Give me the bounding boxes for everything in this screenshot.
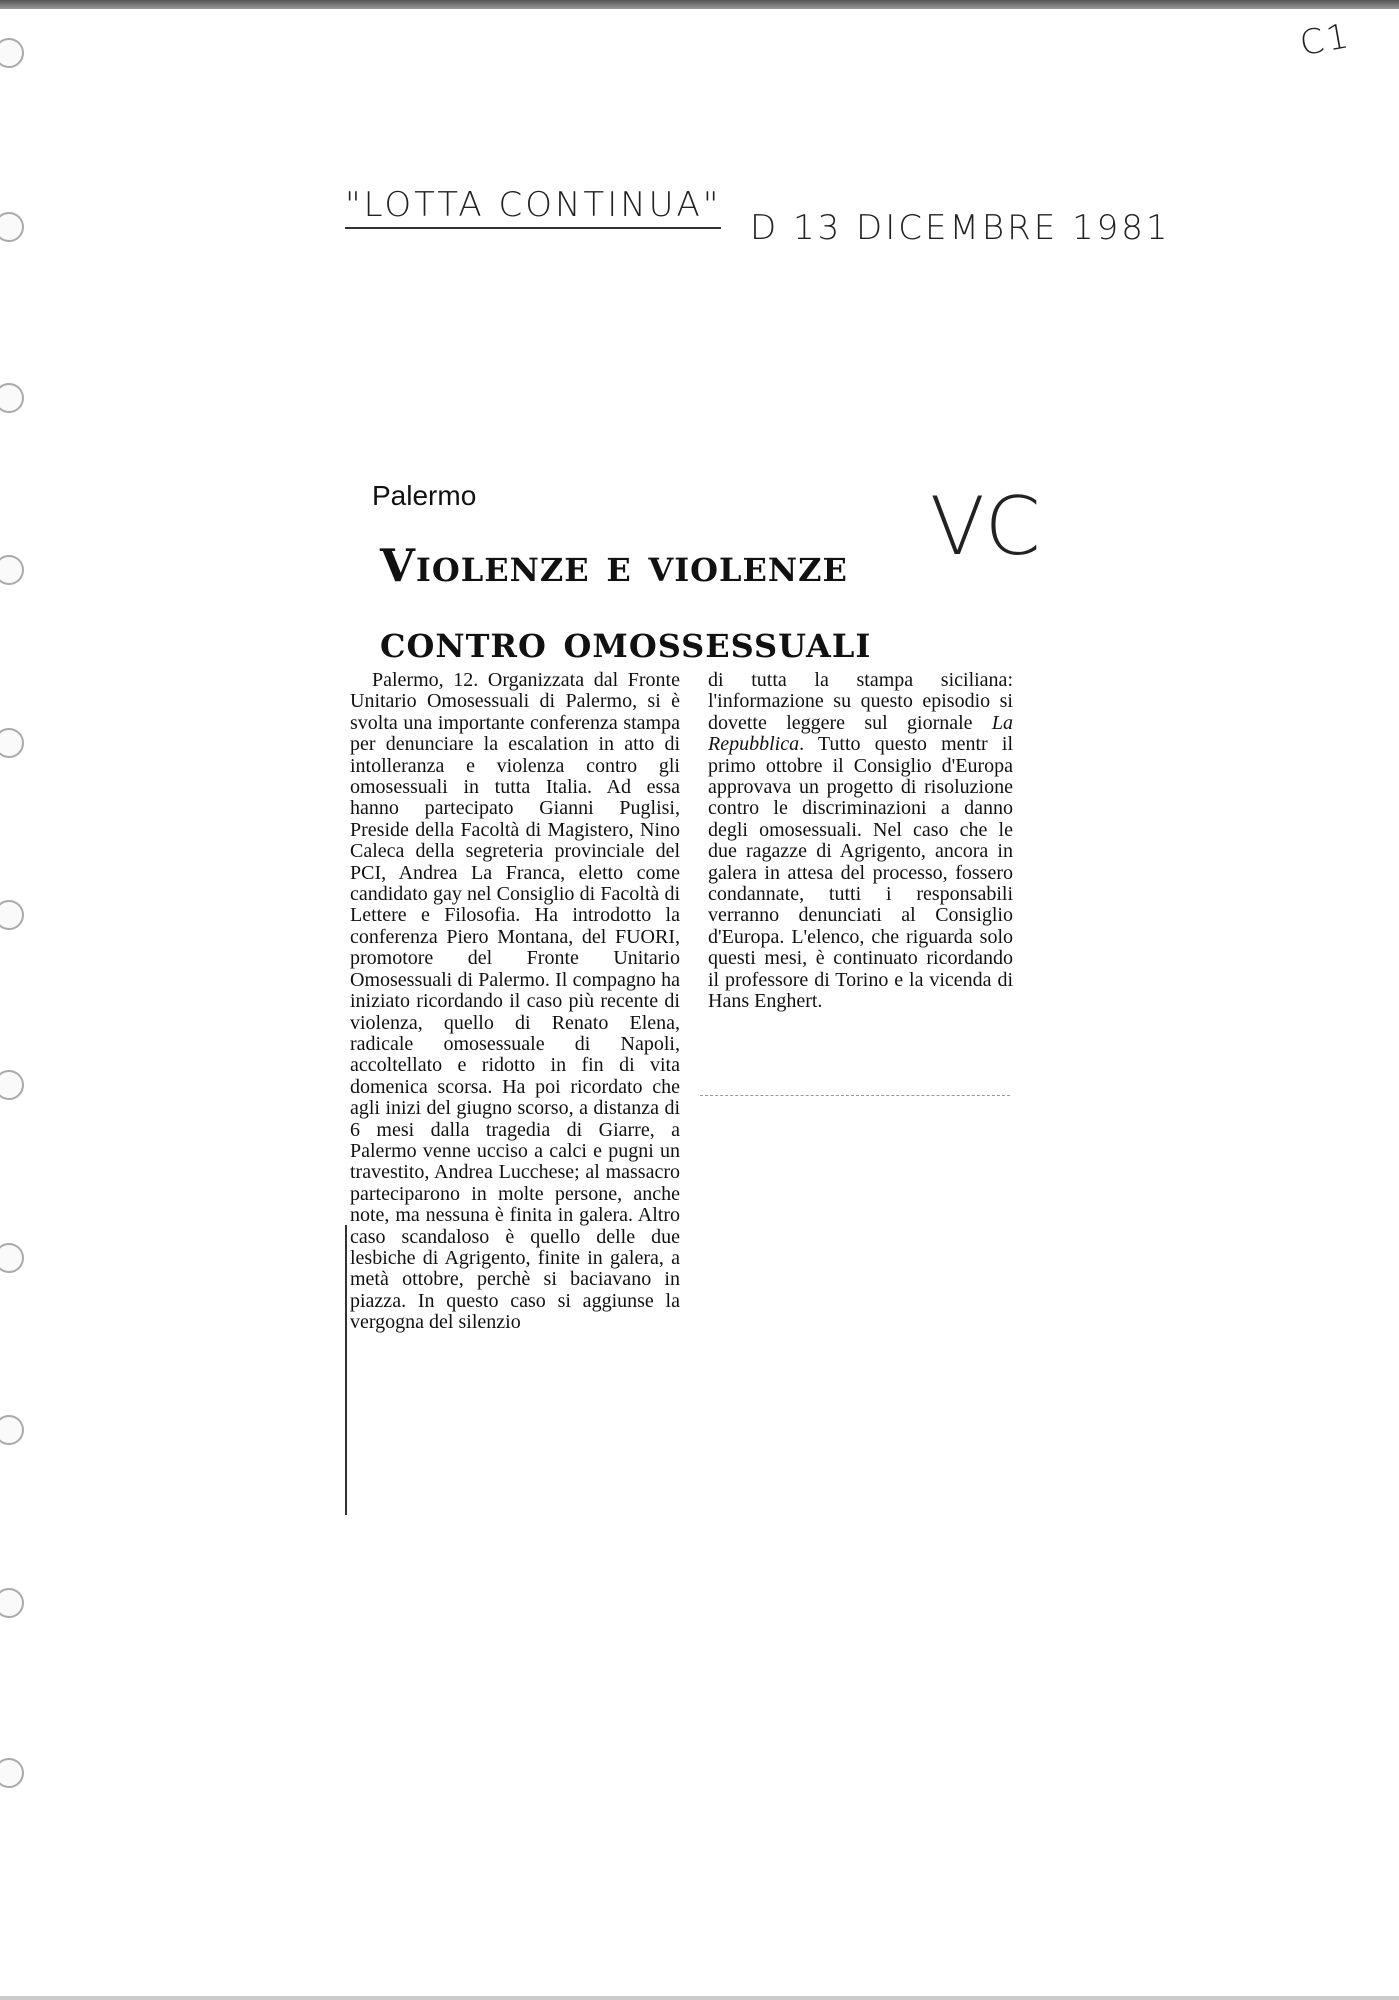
article-column-2 (708, 670, 1013, 1013)
binder-hole (0, 555, 24, 585)
article-kicker: Palermo (372, 480, 477, 511)
handwritten-newspaper-name: "LOTTA CONTINUA" (345, 185, 721, 229)
binder-hole (0, 1243, 24, 1273)
title-line-1: Violenze e violenze (380, 539, 848, 592)
handwritten-corner-mark: C1 (1296, 15, 1355, 65)
binder-hole (0, 1758, 24, 1788)
newspaper-reference: La Repubblica (708, 711, 1013, 756)
binder-hole (0, 728, 24, 758)
handwritten-stamp-mark: VC (930, 480, 1041, 573)
binder-hole (0, 38, 24, 68)
article-title (380, 528, 871, 680)
clipping-edge (700, 1095, 1010, 1097)
column-2-text-cont: . Tutto questo mentr il primo ottobre il Consiglio d'Europa approvava un progetto di risoluzione contro le discriminazioni a danno degli omosessuali. Nel caso che le due ragazze di Agrigento, ancora in galera in attesa del processo, fossero condannate, tutti i responsabili verranno denunciati al Consiglio d'Europa. L'elenco, che riguarda solo questi mesi, è continuato ricordando il professore di Torino e la vicenda di Hans Enghert. (708, 733, 1013, 1013)
handwritten-date: D 13 DICEMBRE 1981 (750, 208, 1171, 248)
binder-hole (0, 212, 24, 242)
column-2-text: di tutta la stampa siciliana: l'informazione su questo episodio si dovette leggere sul giornale (708, 669, 1013, 734)
column-rule (345, 1225, 347, 1515)
binder-hole (0, 1588, 24, 1618)
binder-hole (0, 383, 24, 413)
binder-hole (0, 1070, 24, 1100)
binder-hole (0, 1415, 24, 1445)
scan-top-edge (0, 0, 1399, 9)
article-column-1: Palermo, 12. Organizzata dal Fronte Unitario Omosessuali di Palermo, si è svolta una importante conferenza stampa per denunciare la escalation in atto di intolleranza e violenza contro gli omosessuali in tutta Italia. Ad essa hanno partecipato Gianni Puglisi, Preside della Facoltà di Magistero, Nino Caleca della segreteria provinciale del PCI, Andrea La Franca, eletto come candidato gay nel Consiglio di Facoltà di Lettere e Filosofia. Ha introdotto la conferenza Piero Montana, del FUORI, promotore del Fronte Unitario Omosessuali di Palermo. Il compagno ha iniziato ricordando il caso più recente di violenza, quello di Renato Elena, radicale omosessuale di Napoli, accoltellato e ridotto in fin di vita domenica scorsa. Ha poi ricordato che agli inizi del giugno scorso, a distanza di 6 mesi dalla tragedia di Giarre, a Palermo venne ucciso a calci e pugni un travestito, Andrea Lucchese; al massacro parteciparono in molte persone, anche note, ma nessuna è finita in galera. Altro caso scandaloso è quello delle due lesbiche di Agrigento, finite in galera, a metà ottobre, perchè si baciavano in piazza. In questo caso si aggiunse la vergogna del silenzio (350, 669, 680, 1334)
title-line-2: contro omossessuali (380, 615, 872, 668)
scan-bottom-edge (0, 1996, 1399, 2000)
binder-hole (0, 900, 24, 930)
